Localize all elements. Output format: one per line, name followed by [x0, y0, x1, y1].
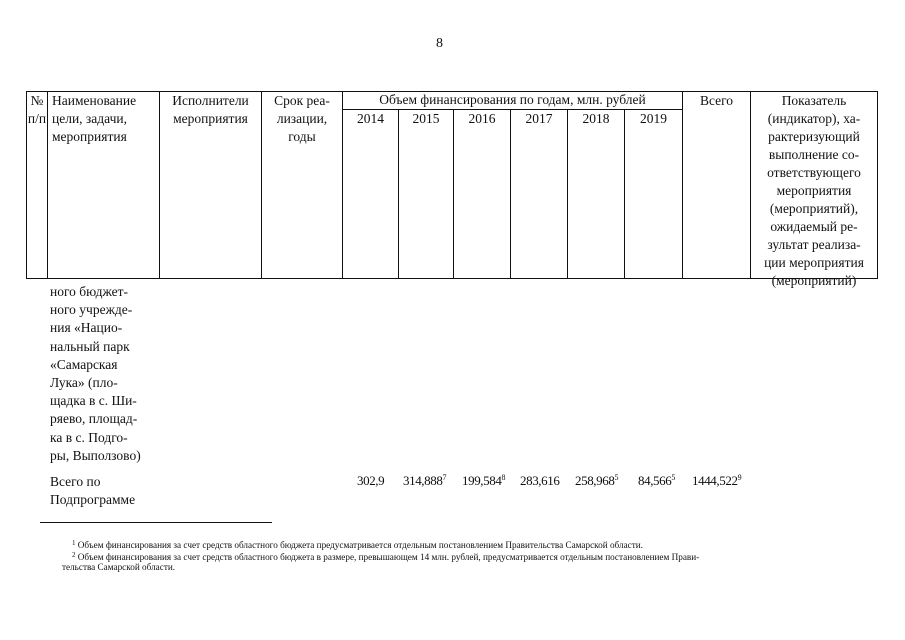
- body-text: [50, 283, 155, 465]
- footnote-text: Объем финансирования за счет средств областного бюджета в размере, превышающем 14 млн. рублей, предусматривается отдельным постановлением Прави-: [77, 552, 700, 562]
- value-text: 84,566: [638, 473, 672, 488]
- value-text: 283,616: [520, 473, 560, 488]
- header-num: № п/п: [27, 93, 47, 126]
- total-value-2018: [575, 473, 618, 489]
- footnote-ref: 5: [671, 473, 675, 482]
- body-line: ния «Нацио-: [50, 320, 123, 336]
- footnote-divider: [40, 522, 272, 523]
- body-line: «Самарская: [50, 356, 118, 372]
- value-text: 199,584: [462, 473, 502, 488]
- header-year-2014: 2014: [357, 111, 384, 126]
- header-year-2015: 2015: [412, 111, 440, 126]
- header-year-2018: 2018: [582, 111, 610, 126]
- header-funding: Объем финансирования по годам, млн. рублей: [379, 92, 646, 107]
- total-value-all: [692, 473, 741, 489]
- body-line: нальный парк: [50, 338, 130, 354]
- value-text: 314,888: [403, 473, 443, 488]
- body-line: щадка в с. Ши-: [50, 393, 137, 409]
- body-line: ка в с. Подго-: [50, 429, 128, 445]
- total-value-2014: [357, 473, 384, 489]
- footnote-2-continuation: [62, 561, 882, 573]
- body-line: ного учрежде-: [50, 302, 133, 318]
- total-value-2019: [638, 473, 675, 489]
- body-line: Лука» (пло-: [50, 375, 118, 391]
- footnote-number: 1: [72, 539, 76, 547]
- total-value-2017: [520, 473, 559, 489]
- header-total: Всего: [699, 93, 734, 108]
- header-year-2019: 2019: [640, 111, 667, 126]
- body-line: ного бюджет-: [50, 284, 128, 299]
- page-number: 8: [436, 36, 443, 51]
- value-text: 1444,522: [692, 473, 738, 488]
- total-value-2016: [462, 473, 505, 489]
- header-indicator: Показатель (индикатор), ха- рактеризующий выполнение со- ответствующего мероприятия (мероприятий), ожидаемый ре- зультат реализа- ции мероприятия (мероприятий): [764, 93, 864, 288]
- body-line: ряево, площад-: [50, 411, 138, 427]
- header-executors: Исполнители мероприятия: [172, 93, 249, 126]
- value-text: 302,9: [357, 473, 385, 488]
- total-value-2015: [403, 473, 446, 489]
- footnote-ref: 8: [501, 473, 506, 482]
- table-header: [26, 91, 878, 288]
- header-year-2017: 2017: [525, 111, 553, 126]
- header-term: Срок реа- лизации, годы: [274, 93, 330, 144]
- footnote-ref: 5: [614, 473, 619, 482]
- total-label: Всего по Подпрограмме: [50, 474, 136, 507]
- header-year-2016: 2016: [468, 111, 496, 126]
- body-line: ры, Выползово): [50, 447, 141, 463]
- footnote-ref: 7: [442, 473, 447, 482]
- value-text: 258,968: [575, 473, 615, 488]
- footnote-number: 2: [72, 551, 76, 559]
- footnote-ref: 9: [737, 473, 742, 482]
- footnote-text: Объем финансирования за счет средств областного бюджета предусматривается отдельным постановлением Правительства Самарской области.: [77, 540, 643, 550]
- footnote-text: тельства Самарской области.: [62, 562, 176, 572]
- header-name: Наименование цели, задачи, мероприятия: [52, 93, 137, 144]
